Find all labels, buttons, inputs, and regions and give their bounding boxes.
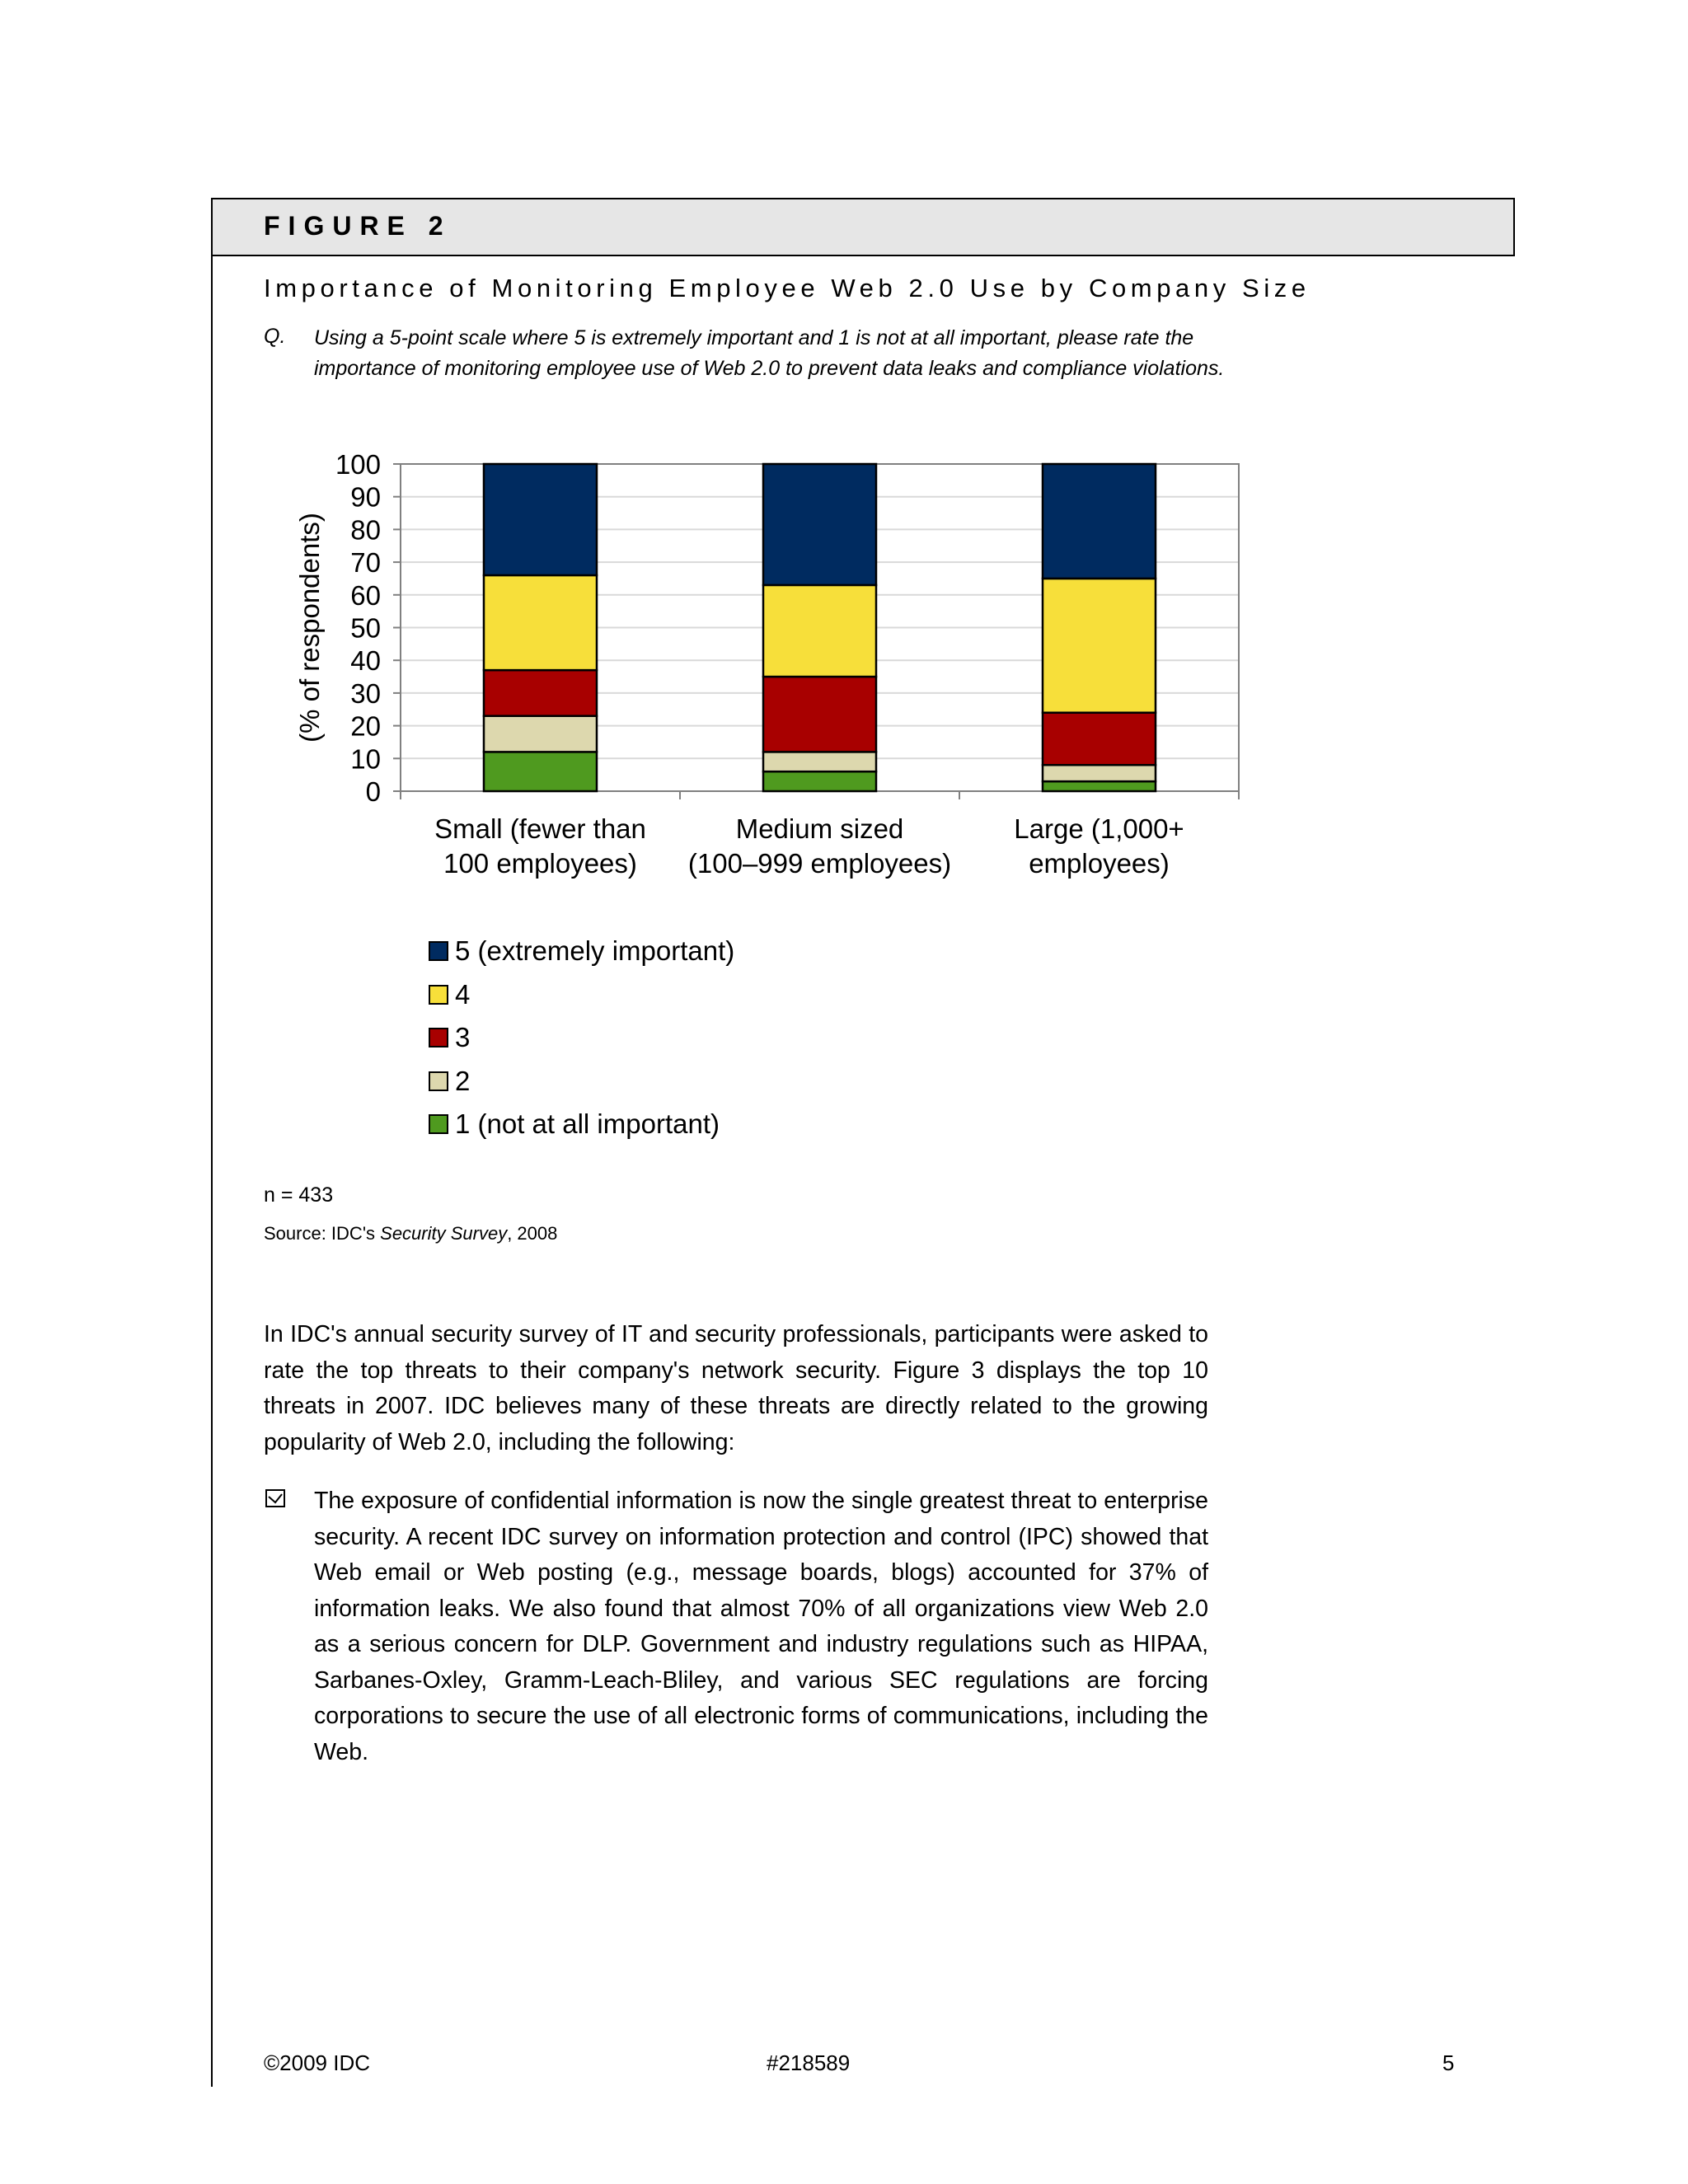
y-tick-label: 20 bbox=[350, 710, 381, 742]
source-prefix: Source: IDC's bbox=[264, 1223, 381, 1244]
y-tick-label: 80 bbox=[350, 514, 381, 546]
legend-item bbox=[429, 1016, 734, 1060]
footer-doc-number: #218589 bbox=[767, 2050, 851, 2075]
footer-page-number: 5 bbox=[1442, 2050, 1455, 2075]
bar-segment bbox=[1043, 713, 1156, 766]
question-label: Q. bbox=[264, 325, 286, 348]
legend-label: 5 (extremely important) bbox=[455, 935, 735, 967]
x-tick-label: Large (1,000+ bbox=[1014, 813, 1184, 844]
y-tick-label: 90 bbox=[350, 481, 381, 513]
bar-segment bbox=[484, 575, 597, 670]
legend-label: 2 bbox=[455, 1065, 471, 1096]
bar-segment bbox=[484, 464, 597, 575]
source-suffix: , 2008 bbox=[507, 1223, 558, 1244]
bar-segment bbox=[1043, 464, 1156, 579]
sample-size: n = 433 bbox=[264, 1183, 334, 1207]
y-tick-label: 40 bbox=[350, 645, 381, 677]
y-tick-label: 30 bbox=[350, 677, 381, 709]
question-text: Using a 5-point scale where 5 is extremely important and 1 is not at all important, please rate the importance of monitoring employee use of Web 2.0 to prevent data leaks and compliance violations. bbox=[314, 326, 1225, 380]
legend-item bbox=[429, 1103, 734, 1146]
bar-segment bbox=[763, 752, 876, 771]
x-tick-label: (100–999 employees) bbox=[687, 848, 952, 879]
bar-segment bbox=[763, 771, 876, 791]
figure-label: FIGURE 2 bbox=[264, 211, 452, 241]
legend-label: 4 bbox=[455, 978, 471, 1010]
y-tick-label: 50 bbox=[350, 612, 381, 644]
legend-swatch bbox=[429, 1028, 448, 1047]
bar-segment bbox=[1043, 579, 1156, 713]
stacked-bar-chart bbox=[0, 0, 1688, 923]
bar-segment bbox=[763, 585, 876, 677]
y-tick-label: 60 bbox=[350, 579, 381, 611]
figure-title: Importance of Monitoring Employee Web 2.0 Use by Company Size bbox=[264, 274, 1311, 302]
source-title: Security Survey bbox=[380, 1223, 508, 1244]
legend-swatch bbox=[429, 1114, 448, 1134]
legend-label: 1 (not at all important) bbox=[455, 1108, 720, 1140]
legend-swatch bbox=[429, 941, 448, 961]
legend-item bbox=[429, 973, 734, 1017]
legend-item bbox=[429, 930, 734, 973]
bar-segment bbox=[484, 670, 597, 716]
checkbox-bullet-icon bbox=[265, 1489, 285, 1507]
legend-swatch bbox=[429, 985, 448, 1005]
x-tick-label: employees) bbox=[1029, 848, 1170, 879]
x-tick-label: Small (fewer than bbox=[434, 813, 646, 844]
x-tick-label: 100 employees) bbox=[443, 848, 637, 879]
bar-segment bbox=[763, 464, 876, 585]
y-tick-label: 100 bbox=[335, 449, 381, 480]
bar-segment bbox=[484, 716, 597, 752]
y-tick-label: 70 bbox=[350, 547, 381, 579]
chart-legend bbox=[429, 930, 734, 1146]
bar-segment bbox=[763, 677, 876, 752]
bar-segment bbox=[1043, 781, 1156, 791]
footer-copyright: ©2009 IDC bbox=[264, 2050, 370, 2075]
legend-item bbox=[429, 1060, 734, 1104]
source-note bbox=[264, 1223, 557, 1244]
body-paragraph: In IDC's annual security survey of IT and security professionals, participants were asked to rate the top threats to their company's network security. Figure 3 displays the top 10 threats in 2007. IDC believes many of these threats are directly related to the growing popularity of Web 2.0, including the following: bbox=[264, 1321, 1208, 1455]
legend-swatch bbox=[429, 1071, 448, 1091]
y-axis-label: (% of respondents) bbox=[294, 513, 325, 743]
bullet-text: The exposure of confidential information is now the single greatest threat to enterprise security. A recent IDC survey on information protection and control (IPC) showed that Web email or Web posting (e.g., message boards, blogs) accounted for 37% of information leaks. We also found that almost 70% of all organizations view Web 2.0 as a serious concern for DLP. Government and industry regulations such as HIPAA, Sarbanes-Oxley, Gramm-Leach-Bliley, and various SEC regulations are forcing corporations to secure the use of all electronic forms of communications, including the Web. bbox=[314, 1488, 1208, 1765]
y-tick-label: 0 bbox=[365, 776, 381, 807]
legend-label: 3 bbox=[455, 1022, 471, 1053]
bar-segment bbox=[1043, 765, 1156, 781]
x-tick-label: Medium sized bbox=[735, 813, 904, 844]
y-tick-label: 10 bbox=[350, 743, 381, 775]
bar-segment bbox=[484, 752, 597, 791]
